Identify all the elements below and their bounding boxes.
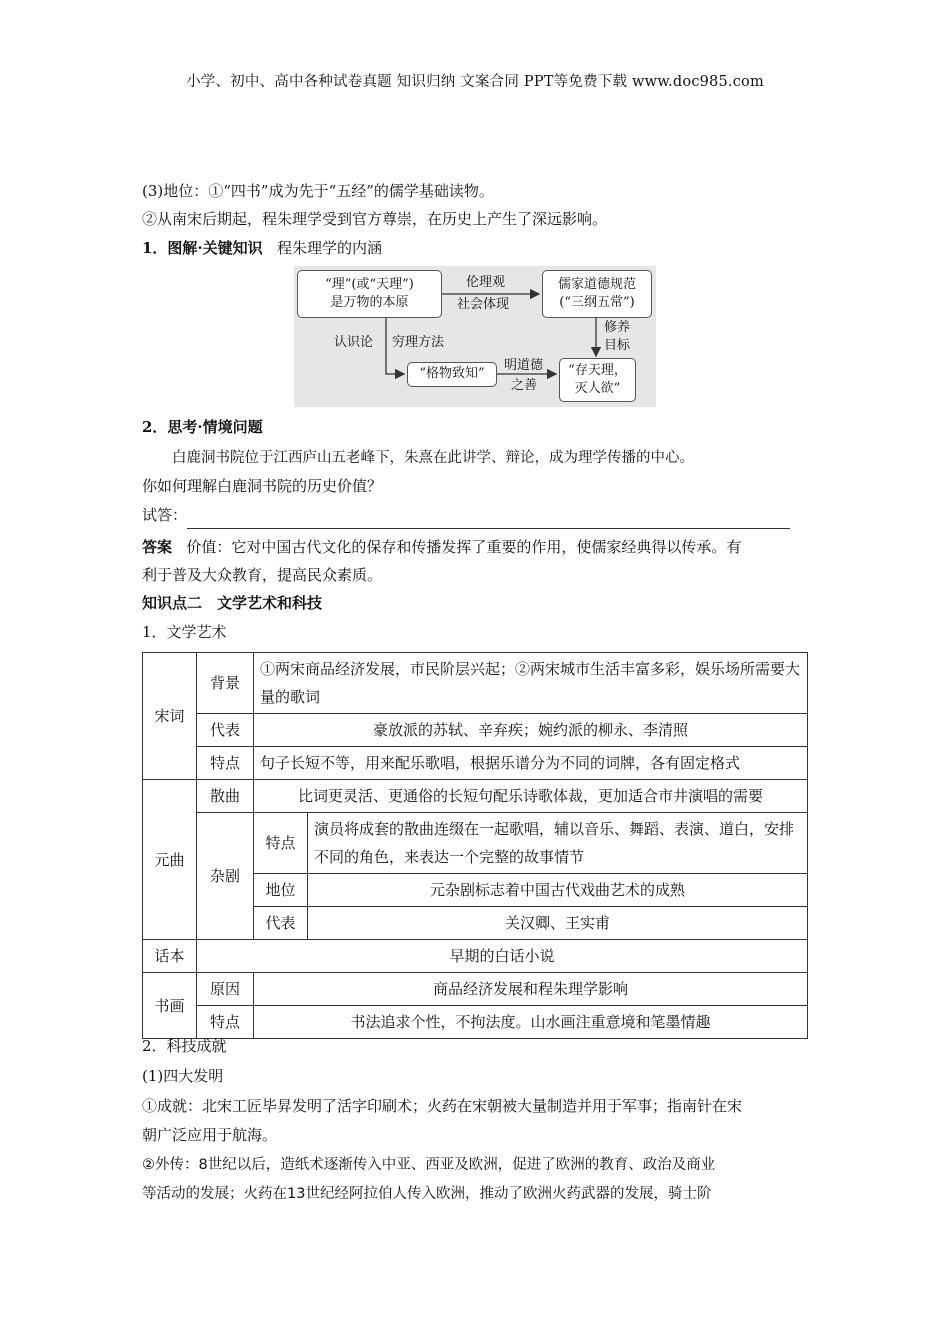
page-header: 小学、初中、高中各种试卷真题 知识归纳 文案合同 PPT等免费下载 www.doc985.com: [186, 74, 764, 90]
cell-label: 代表: [197, 714, 254, 747]
cell-songci: 宋词: [143, 653, 197, 780]
text-line: (3)地位：①“四书”成为先于“五经”的儒学基础读物。: [142, 182, 494, 200]
subheading-technology: 2．科技成就: [142, 1037, 227, 1055]
cell-label: 背景: [197, 653, 254, 714]
cell-value: 演员将成套的散曲连缀在一起歌唱，辅以音乐、舞蹈、表演、道白，安排不同的角色，来表达一个完整的故事情节: [308, 813, 808, 874]
subheading-literature-art: 1．文学艺术: [142, 623, 227, 641]
cell-value: 早期的白话小说: [197, 940, 808, 973]
question-text: 你如何理解白鹿洞书院的历史价值？: [142, 477, 383, 495]
cell-value: 书法追求个性，不拘法度。山水画注重意境和笔墨情趣: [254, 1006, 808, 1039]
cell-value: 关汉卿、王实甫: [308, 907, 808, 940]
cell-huaben: 话本: [143, 940, 197, 973]
cell-value: ①两宋商品经济发展，市民阶层兴起；②两宋城市生活丰富多彩，娱乐场所需要大量的歌词: [254, 653, 808, 714]
answer-text: 价值：它对中国古代文化的保存和传播发挥了重要的作用，使儒家经典得以传承。有: [186, 538, 742, 556]
box-moral-norms-line1: 儒家道德规范: [557, 277, 636, 292]
cell-label: 原因: [197, 973, 254, 1006]
text-line: 朝广泛应用于航海。: [142, 1126, 278, 1144]
cell-zaju: 杂剧: [197, 813, 254, 940]
literature-art-table: [142, 652, 808, 1039]
label-epistemology: 认识论: [334, 335, 374, 350]
table-row: [143, 747, 808, 780]
box-cun-tianli-line1: “存天理，: [568, 363, 627, 378]
text-line: ①成就：北宋工匠毕昇发明了活字印刷术；火药在宋朝被大量制造并用于军事；指南针在宋: [142, 1097, 743, 1115]
section-heading-literature: 知识点二 文学艺术和科技: [142, 594, 323, 612]
label-ethics: 伦理观: [466, 275, 506, 290]
box-moral-norms-line2: (“三纲五常”): [559, 295, 635, 310]
text-line: 等活动的发展；火药在13世纪经阿拉伯人传入欧洲，推动了欧洲火药武器的发展，骑士阶: [142, 1186, 712, 1202]
cell-shuhua: 书画: [143, 973, 197, 1039]
cell-label: 散曲: [197, 780, 254, 813]
label-method: 穷理方法: [392, 335, 445, 350]
cell-label: 特点: [197, 1006, 254, 1039]
cell-value: 句子长短不等，用来配乐歌唱，根据乐谱分为不同的词牌，各有固定格式: [254, 747, 808, 780]
cell-value: 商品经济发展和程朱理学影响: [254, 973, 808, 1006]
text-line: ②从南宋后期起，程朱理学受到官方尊崇，在历史上产生了深远影响。: [142, 210, 608, 228]
answer-blank-row: [142, 502, 812, 529]
section-heading-diagram: [142, 235, 812, 262]
box-moral-norms: [542, 270, 652, 318]
table-row: [143, 653, 808, 714]
answer-prompt: 试答：: [142, 506, 188, 524]
answer-line: [142, 534, 812, 561]
diagram: [294, 266, 656, 407]
label-cultivation: 修养: [604, 320, 631, 335]
answer-label: 答案: [142, 538, 173, 556]
subheading-four-inventions: (1)四大发明: [142, 1067, 224, 1085]
question-context: 白鹿洞书院位于江西庐山五老峰下，朱熹在此讲学、辩论，成为理学传播的中心。: [172, 450, 694, 466]
label-goodness: 之善: [511, 378, 538, 393]
table-row: [143, 714, 808, 747]
text-line: ②外传：8世纪以后，造纸术逐渐传入中亚、西亚及欧洲，促进了欧洲的教育、政治及商业: [142, 1157, 716, 1173]
cell-value: 比词更灵活、更通俗的长短句配乐诗歌体裁，更加适合市井演唱的需要: [254, 780, 808, 813]
label-goal: 目标: [604, 338, 631, 353]
box-cun-tianli-line2: 灭人欲”: [574, 381, 621, 396]
answer-continued: 利于普及大众教育，提高民众素质。: [142, 566, 383, 584]
cell-label: 地位: [254, 874, 308, 907]
table-row: [143, 780, 808, 813]
table-row: [143, 813, 808, 874]
heading-topic: 程朱理学的内涵: [276, 239, 382, 257]
cell-label: 特点: [254, 813, 308, 874]
heading-label: 1．图解·关键知识: [142, 239, 263, 257]
box-principle: [297, 270, 442, 318]
label-morality: 明道德: [504, 358, 544, 373]
box-principle-line2: 是万物的本原: [330, 295, 409, 310]
label-social: 社会体现: [457, 297, 510, 312]
section-heading-question: 2．思考·情境问题: [142, 418, 263, 436]
box-cun-tianli: [559, 358, 636, 402]
cell-value: 豪放派的苏轼、辛弃疾；婉约派的柳永、李清照: [254, 714, 808, 747]
table-row: [143, 973, 808, 1006]
box-principle-line1: “理”(或“天理”): [325, 277, 414, 292]
cell-value: 元杂剧标志着中国古代戏曲艺术的成熟: [308, 874, 808, 907]
table-row: [143, 940, 808, 973]
cell-yuanqu: 元曲: [143, 780, 197, 940]
cell-label: 代表: [254, 907, 308, 940]
cell-label: 特点: [197, 747, 254, 780]
answer-blank[interactable]: [187, 512, 790, 529]
box-gewu-zhizhi: “格物致知”: [407, 362, 497, 387]
